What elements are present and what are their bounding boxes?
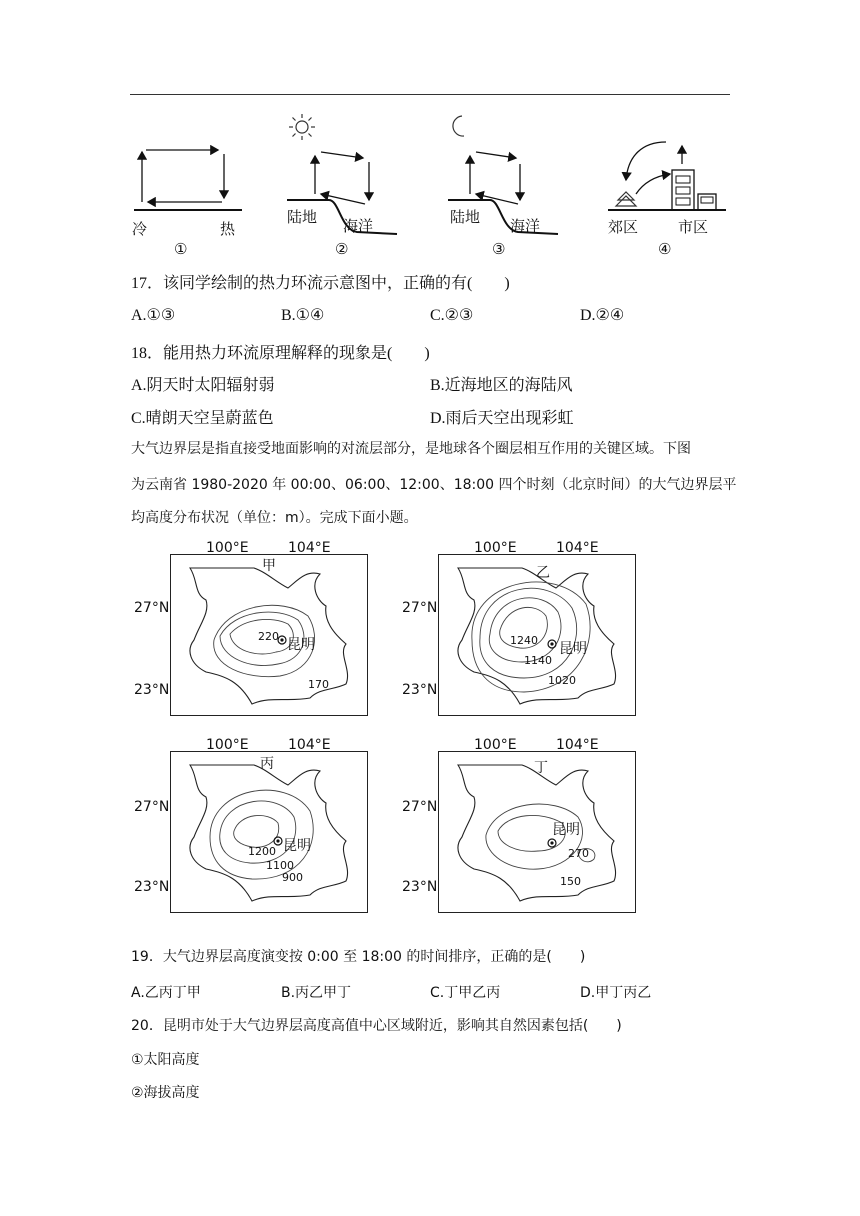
map-title-jia: 甲 <box>262 558 276 574</box>
map-bing <box>134 737 368 899</box>
passage-line-1: 大气边界层是指直接受地面影响的对流层部分，是地球各个圈层相互作用的关键区域。下图 <box>131 441 691 457</box>
circulation-arrows-3 <box>446 112 566 260</box>
lat-label-23: 23°N <box>134 879 170 895</box>
figure-number-2: ② <box>335 240 349 258</box>
label-land: 陆地 <box>450 208 481 226</box>
contour-label: 1140 <box>524 654 552 667</box>
map-yi <box>402 540 636 702</box>
question-18-stem: 18．能用热力环流原理解释的现象是( ) <box>131 345 430 362</box>
moon-icon <box>453 116 464 136</box>
circulation-diagram-2 <box>285 112 405 260</box>
q19-option-d[interactable]: D.甲丁丙乙 <box>580 985 652 1001</box>
city-label-kunming: 昆明 <box>552 822 580 838</box>
question-19-stem: 19．大气边界层高度演变按 0:00 至 18:00 的时间排序，正确的是( ) <box>131 949 586 965</box>
city-label-kunming: 昆明 <box>283 838 311 854</box>
map-title-ding: 丁 <box>534 760 548 776</box>
label-ocean: 海洋 <box>343 217 374 235</box>
contour-label: 270 <box>568 847 589 860</box>
q19-option-b[interactable]: B.丙乙甲丁 <box>281 985 352 1001</box>
lon-label-100: 100°E <box>474 540 517 556</box>
lon-label-104: 104°E <box>556 737 599 753</box>
q18-option-d[interactable]: D.雨后天空出现彩虹 <box>430 410 574 427</box>
contour-label: 220 <box>258 630 279 643</box>
circulation-arrows-1 <box>132 140 244 260</box>
label-land: 陆地 <box>287 208 318 226</box>
sun-icon <box>289 114 315 140</box>
contour-label: 1240 <box>510 634 538 647</box>
lat-label-27: 27°N <box>134 799 170 815</box>
label-suburb: 郊区 <box>608 218 639 236</box>
lat-label-23: 23°N <box>402 682 438 698</box>
map-ding <box>402 737 636 899</box>
contour-label: 1100 <box>266 859 294 872</box>
q17-option-c[interactable]: C.②③ <box>430 307 474 324</box>
q19-option-a[interactable]: A.乙丙丁甲 <box>131 985 201 1001</box>
lon-label-100: 100°E <box>206 737 249 753</box>
lon-label-100: 100°E <box>206 540 249 556</box>
map-title-bing: 丙 <box>260 756 274 772</box>
city-label-kunming: 昆明 <box>559 641 587 657</box>
lat-label-27: 27°N <box>134 600 170 616</box>
circulation-diagram-3 <box>446 112 566 260</box>
label-cold: 冷 <box>132 220 148 238</box>
figure-number-4: ④ <box>658 240 672 258</box>
question-17-stem: 17．该同学绘制的热力环流示意图中，正确的有( ) <box>131 275 510 292</box>
contour-map-bing <box>170 751 368 913</box>
q18-option-c[interactable]: C.晴朗天空呈蔚蓝色 <box>131 410 274 427</box>
lon-label-100: 100°E <box>474 737 517 753</box>
contour-label: 170 <box>308 678 329 691</box>
city-label-kunming: 昆明 <box>287 637 315 653</box>
contour-label: 900 <box>282 871 303 884</box>
map-jia <box>134 540 368 702</box>
q19-option-c[interactable]: C.丁甲乙丙 <box>430 985 501 1001</box>
lat-label-23: 23°N <box>134 682 170 698</box>
figure-number-3: ③ <box>492 240 506 258</box>
passage-line-2: 为云南省 1980-2020 年 00:00、06:00、12:00、18:00 四个时刻（北京时间）的大气边界层平 <box>131 477 737 493</box>
label-hot: 热 <box>220 220 236 238</box>
q20-item-2: ②海拔高度 <box>131 1085 200 1101</box>
circulation-arrows-2 <box>285 112 405 260</box>
circulation-diagram-1 <box>132 140 244 260</box>
tree-icon <box>616 192 636 206</box>
q18-option-b[interactable]: B.近海地区的海陆风 <box>430 377 573 394</box>
lon-label-104: 104°E <box>556 540 599 556</box>
lat-label-27: 27°N <box>402 799 438 815</box>
header-rule <box>130 94 730 95</box>
label-urban: 市区 <box>678 218 709 236</box>
label-ocean: 海洋 <box>510 217 541 235</box>
lat-label-23: 23°N <box>402 879 438 895</box>
lon-label-104: 104°E <box>288 737 331 753</box>
question-20-stem: 20．昆明市处于大气边界层高度高值中心区域附近，影响其自然因素包括( ) <box>131 1018 622 1034</box>
contour-label: 1200 <box>248 845 276 858</box>
passage-line-3: 均高度分布状况（单位：m）。完成下面小题。 <box>131 510 418 526</box>
q20-item-1: ①太阳高度 <box>131 1052 200 1068</box>
contour-label: 1020 <box>548 674 576 687</box>
figure-number-1: ① <box>174 240 188 258</box>
contour-label: 150 <box>560 875 581 888</box>
map-title-yi: 乙 <box>536 565 550 581</box>
q17-option-a[interactable]: A.①③ <box>131 307 176 324</box>
lat-label-27: 27°N <box>402 600 438 616</box>
lon-label-104: 104°E <box>288 540 331 556</box>
q17-option-d[interactable]: D.②④ <box>580 307 625 324</box>
circulation-diagram-4 <box>606 136 728 260</box>
q17-option-b[interactable]: B.①④ <box>281 307 325 324</box>
q18-option-a[interactable]: A.阴天时太阳辐射弱 <box>131 377 275 394</box>
